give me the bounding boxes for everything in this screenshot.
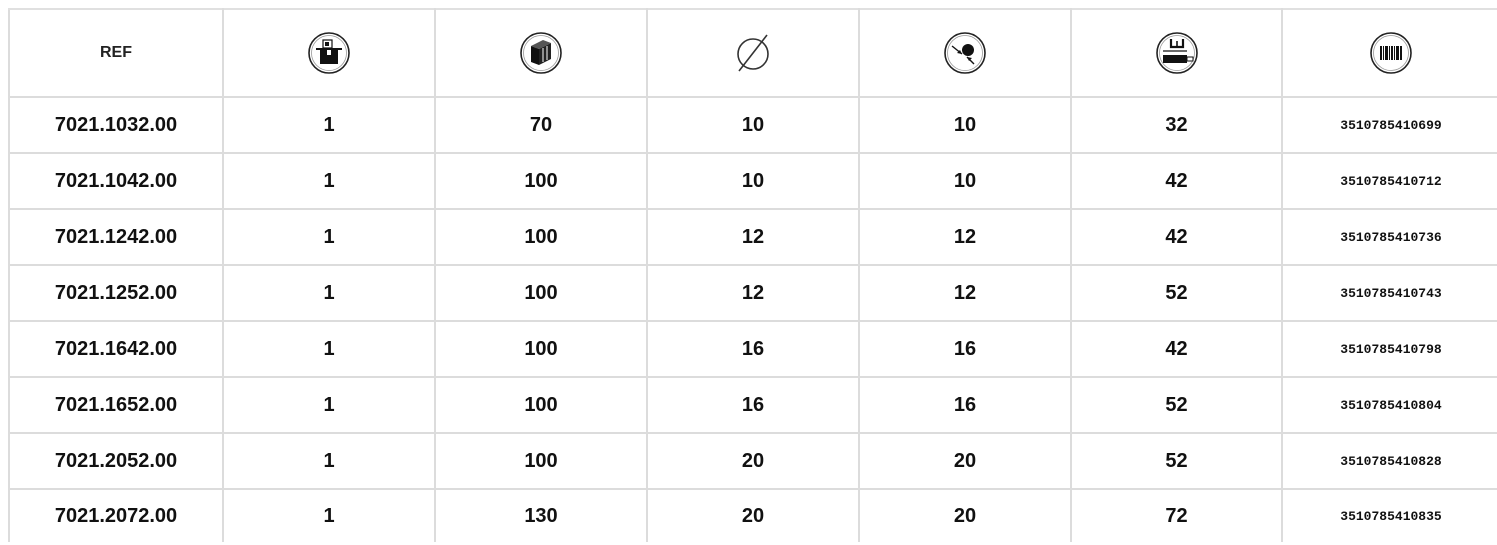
packaging-column-header xyxy=(435,9,647,97)
product-spec-table xyxy=(8,8,1497,542)
length-cell: 32 xyxy=(1071,97,1282,153)
diameter-cell: 20 xyxy=(647,433,859,489)
diameter-column-header xyxy=(647,9,859,97)
drill-diameter-cell: 20 xyxy=(859,489,1071,542)
table-row xyxy=(9,321,1497,377)
table-row xyxy=(9,209,1497,265)
length-cell: 42 xyxy=(1071,153,1282,209)
ean-cell: 3510785410736 xyxy=(1282,209,1497,265)
ref-cell: 7021.1652.00 xyxy=(9,377,223,433)
table-row xyxy=(9,97,1497,153)
quantity-column-header xyxy=(223,9,435,97)
barcode-icon xyxy=(1367,29,1415,77)
diameter-cell: 10 xyxy=(647,97,859,153)
ref-cell: 7021.1032.00 xyxy=(9,97,223,153)
packaging-cell: 100 xyxy=(435,377,647,433)
quantity-cell: 1 xyxy=(223,377,435,433)
drill-diameter-cell: 20 xyxy=(859,433,1071,489)
length-cell: 42 xyxy=(1071,209,1282,265)
table-header-row xyxy=(9,9,1497,97)
ref-cell: 7021.2052.00 xyxy=(9,433,223,489)
length-cell: 72 xyxy=(1071,489,1282,542)
ref-column-header xyxy=(9,9,223,97)
diameter-cell: 16 xyxy=(647,321,859,377)
diameter-icon xyxy=(729,29,777,77)
ean-cell: 3510785410828 xyxy=(1282,433,1497,489)
usable-length-icon xyxy=(1153,29,1201,77)
length-cell: 52 xyxy=(1071,377,1282,433)
packaging-cell: 100 xyxy=(435,321,647,377)
drill-diameter-cell: 12 xyxy=(859,209,1071,265)
ean-cell: 3510785410804 xyxy=(1282,377,1497,433)
packaging-cell: 70 xyxy=(435,97,647,153)
diameter-cell: 12 xyxy=(647,265,859,321)
ref-cell: 7021.2072.00 xyxy=(9,489,223,542)
table-row xyxy=(9,265,1497,321)
table-row xyxy=(9,153,1497,209)
ean-cell: 3510785410835 xyxy=(1282,489,1497,542)
quantity-cell: 1 xyxy=(223,265,435,321)
drill-bit-diameter-icon xyxy=(941,29,989,77)
packaging-cell: 130 xyxy=(435,489,647,542)
packaging-cell: 100 xyxy=(435,209,647,265)
barcode-column-header xyxy=(1282,9,1497,97)
table-row xyxy=(9,377,1497,433)
length-cell: 52 xyxy=(1071,265,1282,321)
box-package-icon xyxy=(305,29,353,77)
drill-diameter-column-header xyxy=(859,9,1071,97)
drill-diameter-cell: 10 xyxy=(859,153,1071,209)
quantity-cell: 1 xyxy=(223,97,435,153)
drill-diameter-cell: 16 xyxy=(859,321,1071,377)
length-cell: 42 xyxy=(1071,321,1282,377)
diameter-cell: 12 xyxy=(647,209,859,265)
table-row xyxy=(9,489,1497,542)
packaging-cell: 100 xyxy=(435,433,647,489)
packaging-cell: 100 xyxy=(435,153,647,209)
quantity-cell: 1 xyxy=(223,433,435,489)
ean-cell: 3510785410798 xyxy=(1282,321,1497,377)
ean-cell: 3510785410712 xyxy=(1282,153,1497,209)
packaging-cell: 100 xyxy=(435,265,647,321)
ref-cell: 7021.1242.00 xyxy=(9,209,223,265)
diameter-cell: 10 xyxy=(647,153,859,209)
drill-diameter-cell: 10 xyxy=(859,97,1071,153)
diameter-cell: 16 xyxy=(647,377,859,433)
ean-cell: 3510785410743 xyxy=(1282,265,1497,321)
length-cell: 52 xyxy=(1071,433,1282,489)
usable-length-column-header xyxy=(1071,9,1282,97)
quantity-cell: 1 xyxy=(223,153,435,209)
ref-header-label: REF xyxy=(100,44,132,61)
ean-cell: 3510785410699 xyxy=(1282,97,1497,153)
quantity-cell: 1 xyxy=(223,489,435,542)
drill-diameter-cell: 12 xyxy=(859,265,1071,321)
book-block-icon xyxy=(517,29,565,77)
diameter-cell: 20 xyxy=(647,489,859,542)
ref-cell: 7021.1252.00 xyxy=(9,265,223,321)
ref-cell: 7021.1042.00 xyxy=(9,153,223,209)
quantity-cell: 1 xyxy=(223,321,435,377)
quantity-cell: 1 xyxy=(223,209,435,265)
ref-cell: 7021.1642.00 xyxy=(9,321,223,377)
table-row xyxy=(9,433,1497,489)
drill-diameter-cell: 16 xyxy=(859,377,1071,433)
